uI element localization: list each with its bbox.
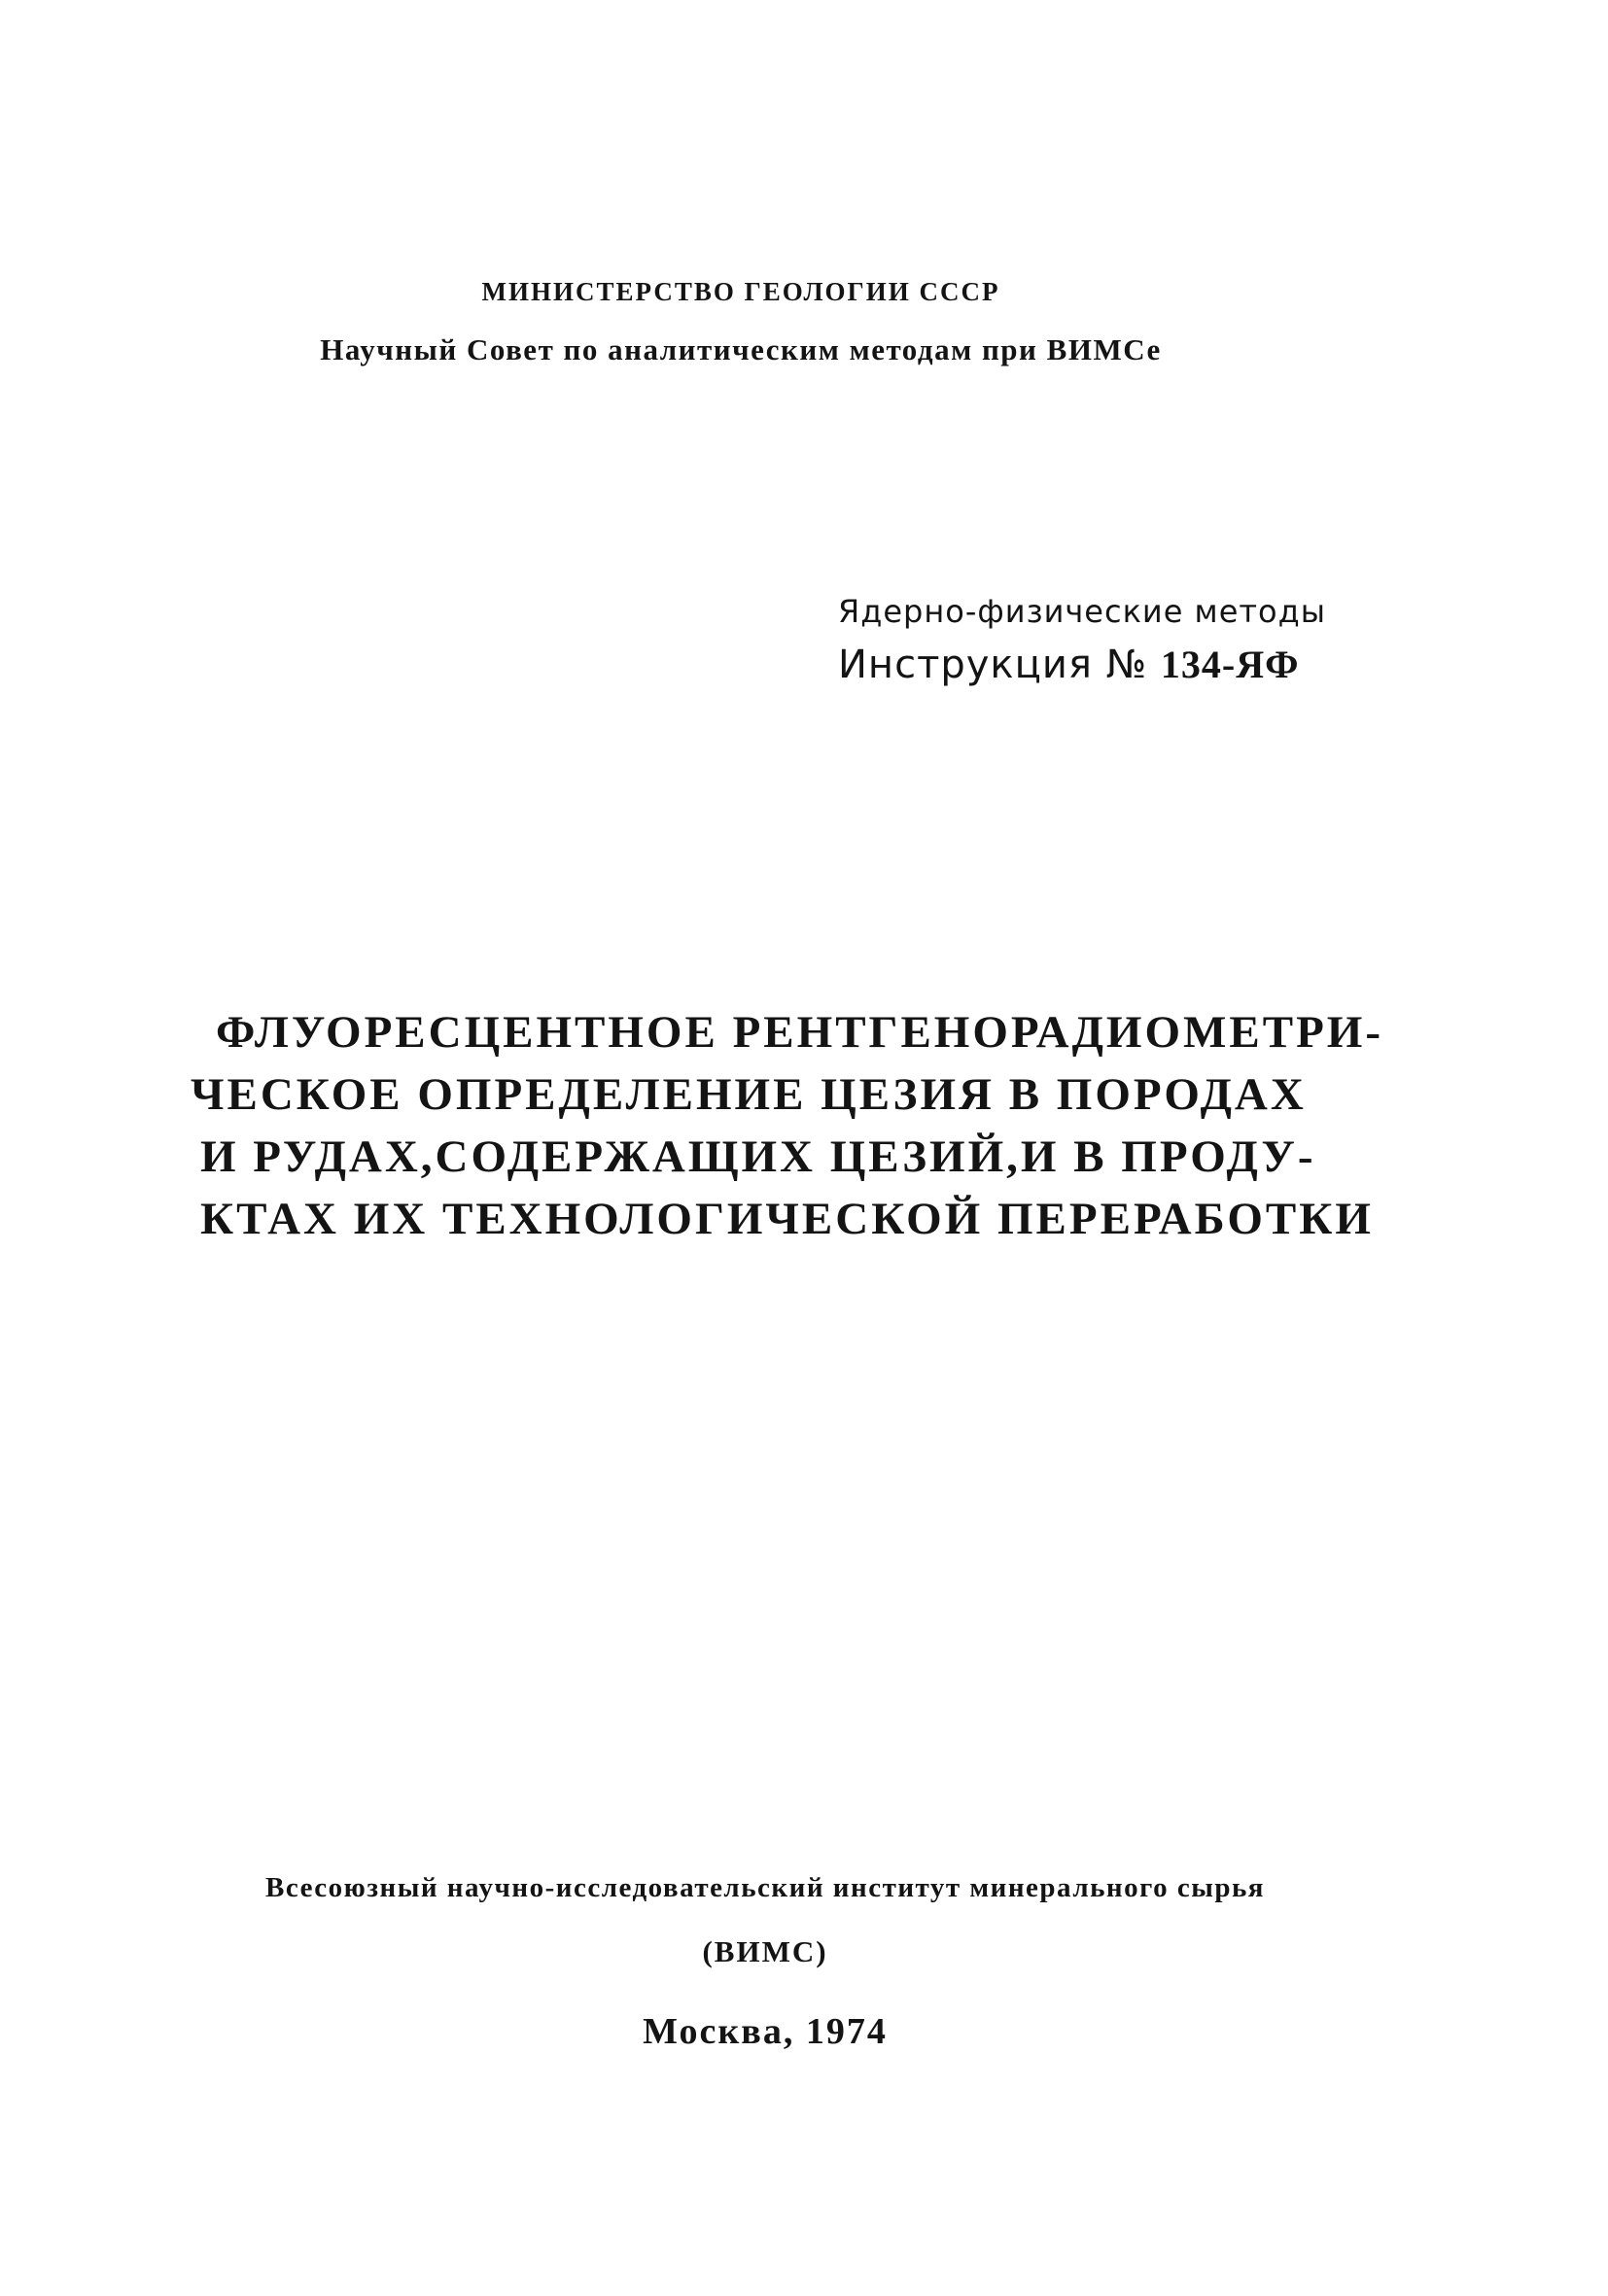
institute-abbreviation: (ВИМС) [702, 1934, 828, 1968]
document-title [0, 1001, 1608, 1250]
title-line: КТАХ ИХ ТЕХНОЛОГИЧЕСКОЙ ПЕРЕРАБОТКИ [200, 1194, 1374, 1244]
methods-category: Ядерно-физические методы [838, 593, 1326, 630]
title-line: И РУДАХ,СОДЕРЖАЩИХ ЦЕЗИЙ,И В ПРОДУ- [200, 1131, 1316, 1182]
instruction-code: 134-ЯФ [1160, 643, 1300, 686]
council-name: Научный Совет по аналитическим методам при ВИМСе [320, 332, 1162, 366]
title-line: ЧЕСКОЕ ОПРЕДЕЛЕНИЕ ЦЕЗИЯ В ПОРОДАХ [191, 1069, 1307, 1120]
series-block [838, 591, 1326, 688]
ministry-name: МИНИСТЕРСТВО ГЕОЛОГИИ СССР [481, 277, 1000, 306]
title-line: ФЛУОРЕСЦЕНТНОЕ РЕНТГЕНОРАДИОМЕТРИ- [216, 1007, 1383, 1058]
institute-name: Всесоюзный научно-исследовательский институт минерального сырья [265, 1872, 1265, 1903]
instruction-number [838, 642, 1326, 688]
header-block [0, 272, 1608, 369]
city-and-year: Москва, 1974 [643, 2011, 888, 2052]
instruction-label: Инструкция № [838, 643, 1148, 687]
footer-block [0, 1868, 1608, 2055]
